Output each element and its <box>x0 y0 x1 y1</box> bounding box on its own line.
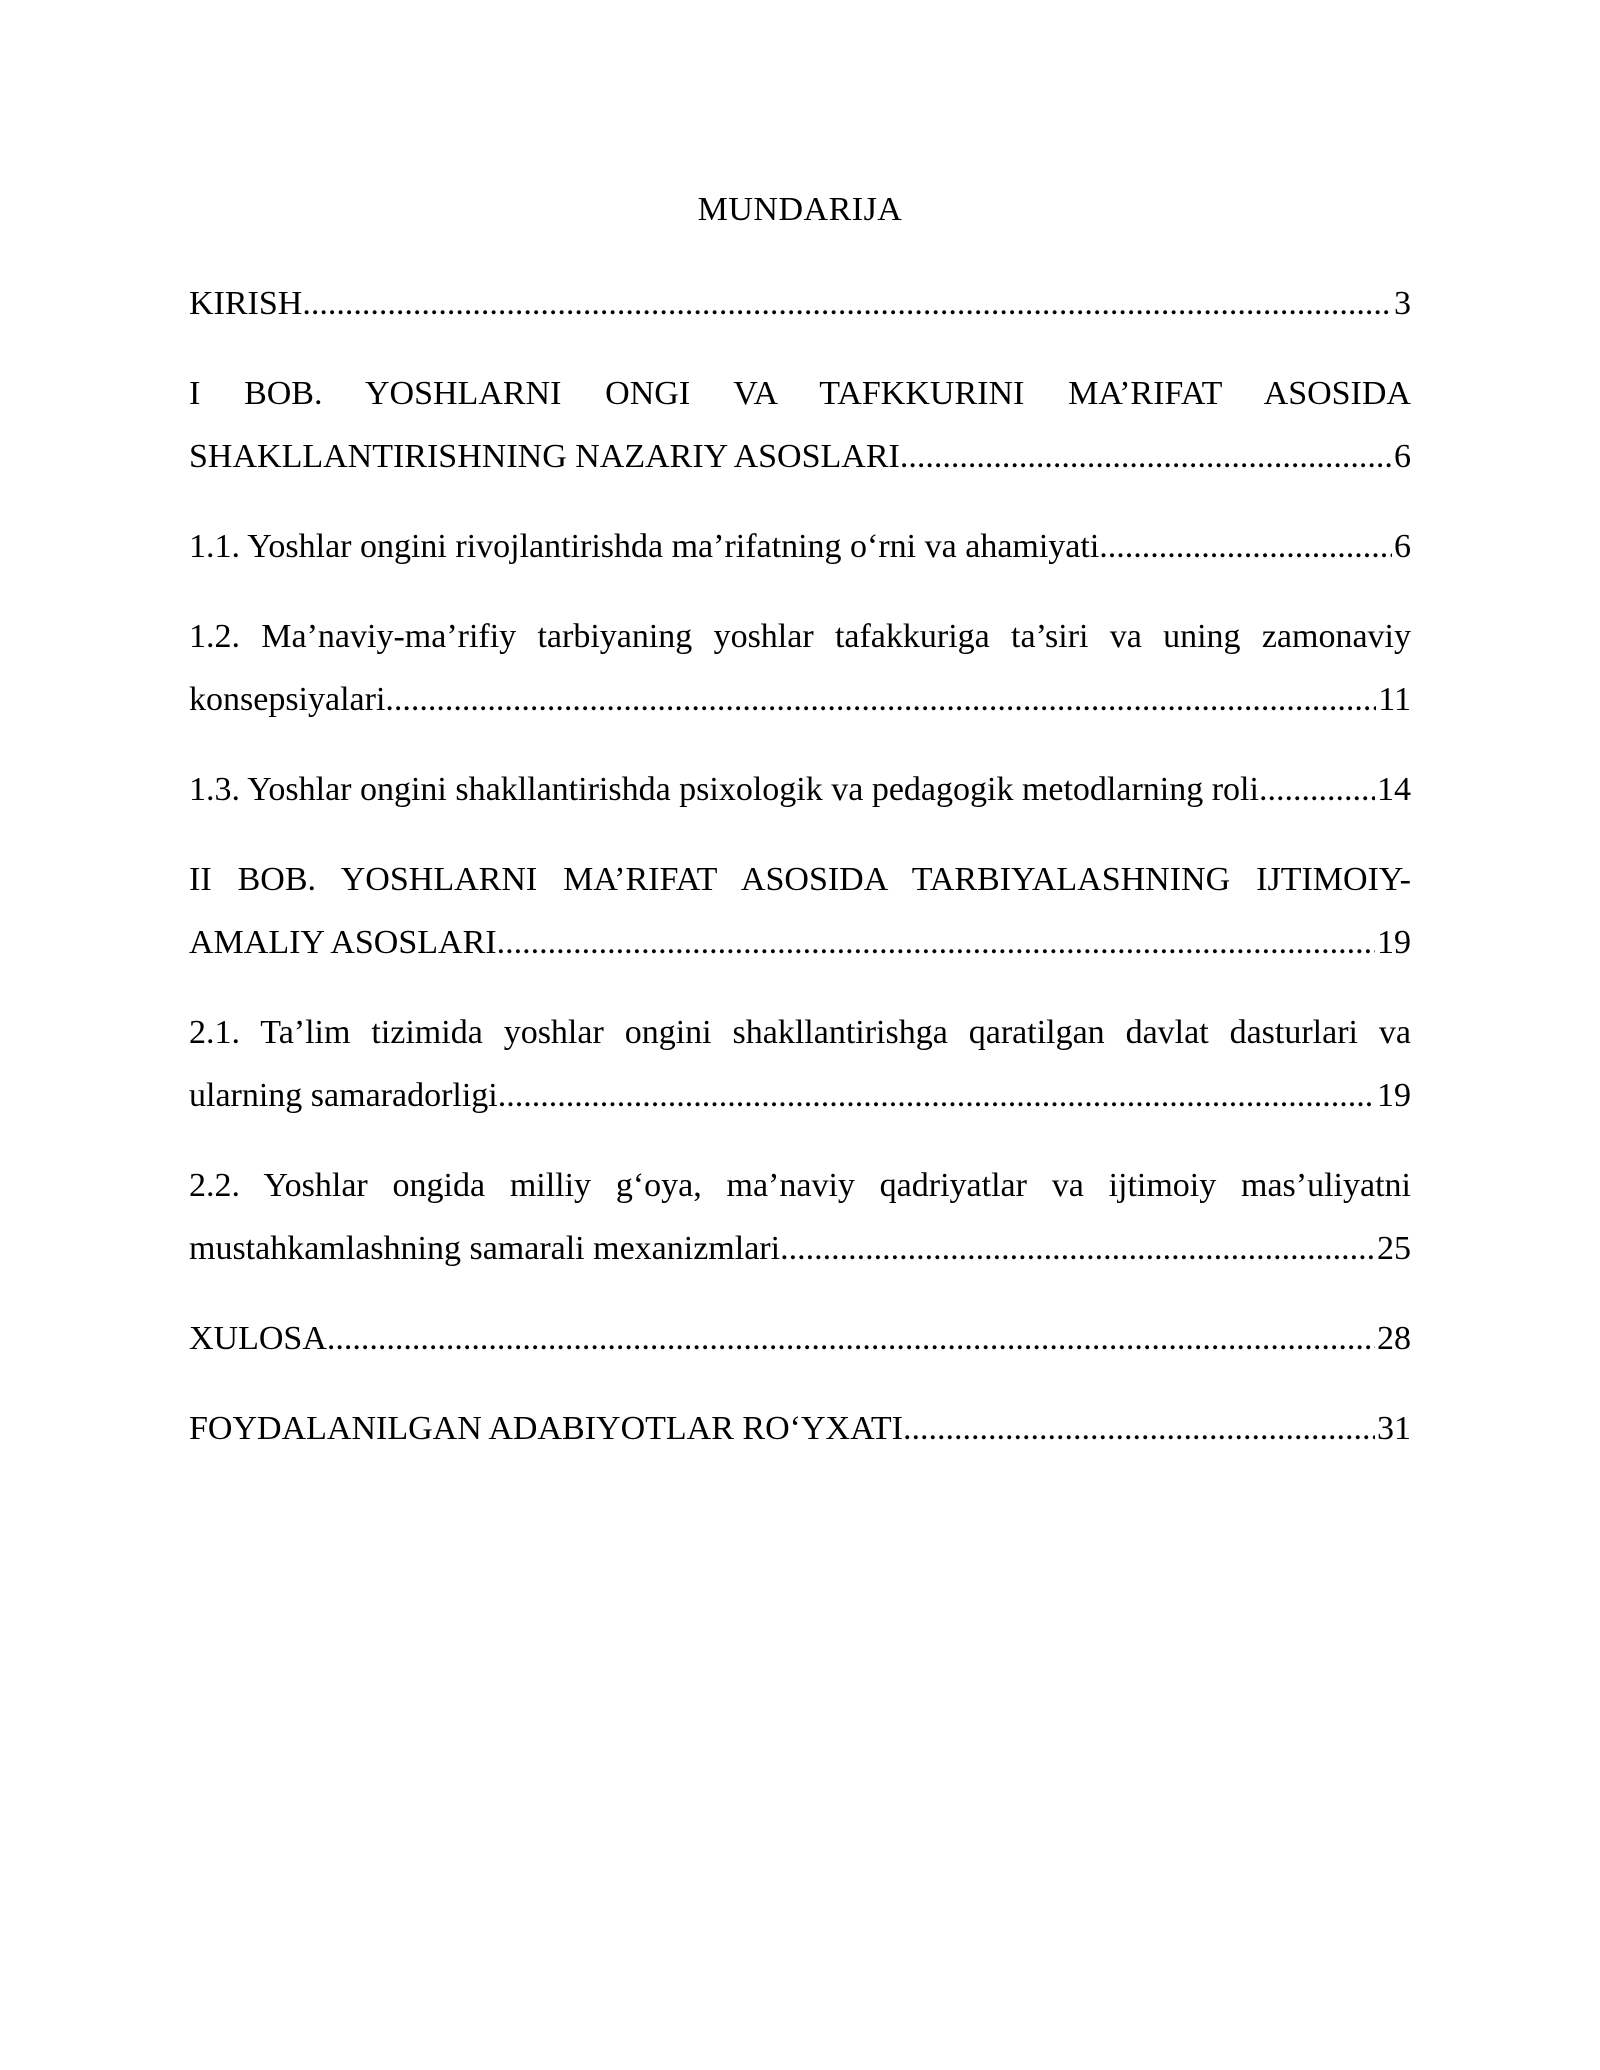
toc-leader-dots <box>900 425 1392 488</box>
toc-leader-dots <box>385 668 1376 731</box>
toc-page-number: 31 <box>1377 1410 1411 1447</box>
toc-entry-label: XULOSA <box>189 1320 327 1357</box>
toc-entry-1-3[interactable] <box>189 758 1411 821</box>
toc-page-number: 6 <box>1394 438 1411 475</box>
toc-entry-2-1[interactable] <box>189 1001 1411 1127</box>
toc-page-number: 3 <box>1394 285 1411 322</box>
toc-page-number: 28 <box>1377 1320 1411 1357</box>
toc-entry-label: 1.1. Yoshlar ongini rivojlantirishda ma’rifatning o‘rni va ahamiyati <box>189 528 1100 565</box>
toc-page-number: 11 <box>1378 681 1411 718</box>
toc-page-number: 14 <box>1377 771 1411 808</box>
toc-entry-chapter-2[interactable] <box>189 848 1411 974</box>
table-of-contents <box>189 272 1411 1487</box>
toc-entry-label: konsepsiyalari <box>189 681 386 718</box>
toc-entry-label-line1: 2.2. Yoshlar ongida milliy g‘oya, ma’naviy qadriyatlar va ijtimoiy mas’uliyatni <box>189 1167 1411 1204</box>
toc-entry-label-line1: 2.1. Ta’lim tizimida yoshlar ongini shakllantirishga qaratilgan davlat dasturlari va <box>189 1014 1411 1051</box>
toc-leader-dots <box>1099 515 1392 578</box>
toc-entry-kirish[interactable] <box>189 272 1411 335</box>
toc-entry-label: AMALIY ASOSLARI <box>189 924 497 961</box>
toc-page-number: 25 <box>1377 1230 1411 1267</box>
toc-entry-label-line1: II BOB. YOSHLARNI MA’RIFAT ASOSIDA TARBIYALASHNING IJTIMOIY- <box>189 861 1411 898</box>
toc-leader-dots <box>302 272 1392 335</box>
toc-entry-label: mustahkamlashning samarali mexanizmlari <box>189 1230 781 1267</box>
toc-entry-label: ularning samaradorligi <box>189 1077 498 1114</box>
toc-leader-dots <box>498 1064 1375 1127</box>
toc-entry-label: SHAKLLANTIRISHNING NAZARIY ASOSLARI <box>189 438 900 475</box>
toc-leader-dots <box>327 1307 1375 1370</box>
toc-entry-xulosa[interactable] <box>189 1307 1411 1370</box>
toc-entry-2-2[interactable] <box>189 1154 1411 1280</box>
toc-entry-references[interactable] <box>189 1397 1411 1460</box>
toc-entry-label-line1: I BOB. YOSHLARNI ONGI VA TAFKKURINI MA’RIFAT ASOSIDA <box>189 375 1411 412</box>
toc-entry-1-1[interactable] <box>189 515 1411 578</box>
toc-entry-label: FOYDALANILGAN ADABIYOTLAR RO‘YXATI <box>189 1410 903 1447</box>
toc-page-number: 19 <box>1377 924 1411 961</box>
toc-entry-label-line1: 1.2. Ma’naviy-ma’rifiy tarbiyaning yoshlar tafakkuriga ta’siri va uning zamonaviy <box>189 618 1411 655</box>
toc-leader-dots <box>903 1397 1375 1460</box>
toc-entry-label: 1.3. Yoshlar ongini shakllantirishda psixologik va pedagogik metodlarning roli <box>189 771 1259 808</box>
toc-page-number: 19 <box>1377 1077 1411 1114</box>
toc-page-number: 6 <box>1394 528 1411 565</box>
toc-leader-dots <box>497 911 1375 974</box>
toc-entry-label: KIRISH <box>189 285 303 322</box>
toc-entry-chapter-1[interactable] <box>189 362 1411 488</box>
toc-leader-dots <box>1259 758 1375 821</box>
toc-leader-dots <box>780 1217 1375 1280</box>
toc-title: MUNDARIJA <box>697 191 903 228</box>
toc-entry-1-2[interactable] <box>189 605 1411 731</box>
